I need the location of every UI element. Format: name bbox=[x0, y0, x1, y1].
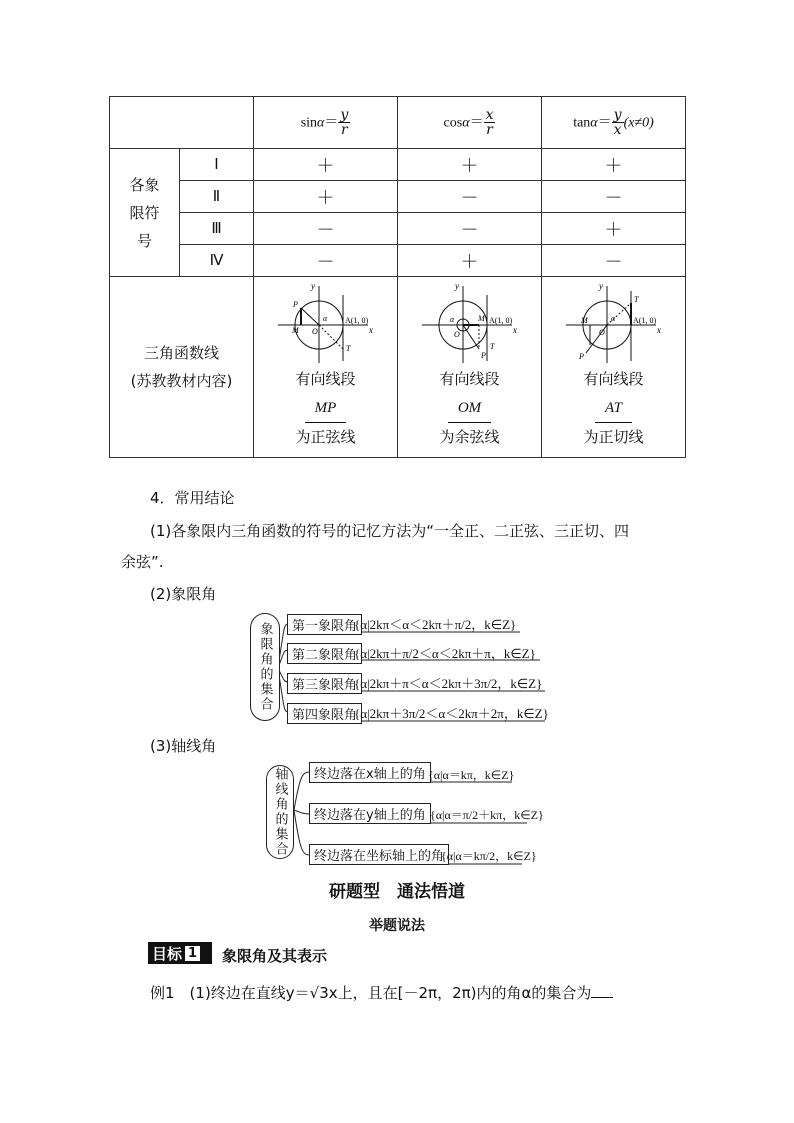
sign-cell: ＋ bbox=[398, 149, 542, 181]
sine-line-cell: y x A(1, 0) P M O α T 有向线段 MP 为正弦线 bbox=[254, 277, 398, 458]
header-sin: sinα＝ $\frac{y}{r}$ bbox=[254, 97, 398, 149]
section-title: 4．常用结论 bbox=[150, 489, 235, 507]
goal-badge: 目标 1 bbox=[148, 942, 212, 964]
sign-cell: ＋ bbox=[398, 245, 542, 277]
y-axis-angle-set: {α|α＝π/2＋kπ，k∈Z} bbox=[430, 808, 544, 822]
header-cos: cosα＝ $\frac{x}{r}$ bbox=[398, 97, 542, 149]
sign-cell: ＋ bbox=[542, 149, 686, 181]
quadrant-1-set: {α|2kπ＜α＜2kπ＋π/2，k∈Z} bbox=[354, 617, 517, 632]
angle-label: α bbox=[322, 314, 327, 323]
example-1: 例1 (1)终边在直线y＝√3x上，且在[－2π，2π)内的角α的集合为 bbox=[150, 982, 613, 1003]
segment-om: OM bbox=[448, 394, 491, 423]
goal-title: 象限角及其表示 bbox=[222, 947, 328, 965]
paragraph-1-line-2: 余弦”. bbox=[121, 553, 164, 571]
point-a-label: A(1, 0) bbox=[344, 316, 368, 325]
sign-cell: ＋ bbox=[542, 213, 686, 245]
sign-cell: － bbox=[542, 245, 686, 277]
point-t-label: T bbox=[345, 344, 350, 353]
segment-mp: MP bbox=[305, 394, 347, 423]
x-axis-label: x bbox=[512, 325, 517, 335]
point-a-label: A(1, 0) bbox=[632, 316, 656, 325]
origin-label: O bbox=[598, 328, 605, 337]
point-m-label: M bbox=[477, 314, 485, 323]
quadrant-group-label: 各象限符号 bbox=[110, 149, 180, 277]
coord-axis-angle-set: {α|α＝kπ/2，k∈Z} bbox=[441, 849, 537, 863]
segment-at: AT bbox=[595, 394, 632, 423]
cosine-line-diagram bbox=[420, 283, 520, 365]
x-axis-angle-label: 终边落在x轴上的角 bbox=[309, 762, 431, 783]
quadrant-3-label: 第三象限角 bbox=[287, 673, 362, 694]
x-axis-angle-set: {α|α＝kπ，k∈Z} bbox=[428, 768, 515, 782]
tangent-line-cell: y x A(1, 0) P M O α T 有向线段 AT 为正切线 bbox=[542, 277, 686, 458]
point-p-label: P bbox=[480, 351, 486, 360]
sign-cell: － bbox=[398, 181, 542, 213]
quadrant-2-label: 第二象限角 bbox=[287, 643, 362, 664]
point-a-label: A(1, 0) bbox=[488, 316, 512, 325]
section-subheading: 举题说法 bbox=[369, 918, 425, 934]
sign-cell: － bbox=[254, 213, 398, 245]
sign-cell: － bbox=[542, 181, 686, 213]
header-tan: tanα＝ $\frac{y}{x}$ (x≠0) bbox=[542, 97, 686, 149]
x-axis-label: x bbox=[656, 325, 661, 335]
sign-cell: ＋ bbox=[254, 149, 398, 181]
quadrant-1-label: 第一象限角 bbox=[287, 614, 362, 635]
origin-label: O bbox=[453, 330, 460, 339]
quadrant-sets-bubble: 象限角的集合 bbox=[250, 613, 280, 721]
answer-blank[interactable] bbox=[591, 997, 613, 998]
trig-line-label: 三角函数线 (苏教教材内容) bbox=[110, 277, 254, 458]
quadrant-3: Ⅲ bbox=[180, 213, 254, 245]
point-m-label: M bbox=[291, 326, 299, 335]
quadrant-1: Ⅰ bbox=[180, 149, 254, 181]
paragraph-3: (3)轴线角 bbox=[150, 737, 217, 755]
quadrant-4-label: 第四象限角 bbox=[287, 703, 362, 724]
trig-table bbox=[109, 96, 686, 458]
y-axis-label: y bbox=[454, 283, 459, 291]
x-axis-label: x bbox=[368, 325, 373, 335]
y-axis-angle-label: 终边落在y轴上的角 bbox=[309, 803, 431, 824]
sine-line-diagram bbox=[276, 283, 376, 365]
quadrant-4: Ⅳ bbox=[180, 245, 254, 277]
axis-sets-bubble: 轴线角的集合 bbox=[266, 765, 294, 859]
quadrant-2-set: {α|2kπ＋π/2＜α＜2kπ＋π，k∈Z} bbox=[354, 646, 536, 661]
paragraph-2: (2)象限角 bbox=[150, 585, 217, 603]
coord-axis-angle-label: 终边落在坐标轴上的角 bbox=[309, 844, 449, 865]
tangent-line-diagram bbox=[564, 283, 664, 365]
quadrant-3-set: {α|2kπ＋π＜α＜2kπ＋3π/2，k∈Z} bbox=[354, 676, 543, 691]
sign-cell: － bbox=[254, 245, 398, 277]
paragraph-1-line-1: (1)各象限内三角函数的符号的记忆方法为“一全正、二正弦、三正切、四 bbox=[150, 522, 630, 540]
y-axis-label: y bbox=[598, 283, 603, 291]
angle-label: α bbox=[610, 314, 615, 323]
sign-cell: － bbox=[398, 213, 542, 245]
point-m-label: M bbox=[580, 316, 588, 325]
origin-label: O bbox=[311, 327, 318, 336]
cosine-line-cell: y x A(1, 0) P M O α T 有向线段 OM 为余弦线 bbox=[398, 277, 542, 458]
point-p-label: P bbox=[292, 300, 298, 309]
sign-cell: ＋ bbox=[254, 181, 398, 213]
point-p-label: P bbox=[578, 352, 584, 361]
angle-label: α bbox=[449, 315, 454, 324]
y-axis-label: y bbox=[310, 283, 315, 291]
point-t-label: T bbox=[489, 342, 494, 351]
table-corner bbox=[110, 97, 254, 149]
quadrant-2: Ⅱ bbox=[180, 181, 254, 213]
quadrant-4-set: {α|2kπ＋3π/2＜α＜2kπ＋2π，k∈Z} bbox=[354, 706, 549, 721]
section-heading: 研题型 通法悟道 bbox=[329, 882, 465, 902]
point-t-label: T bbox=[633, 295, 638, 304]
